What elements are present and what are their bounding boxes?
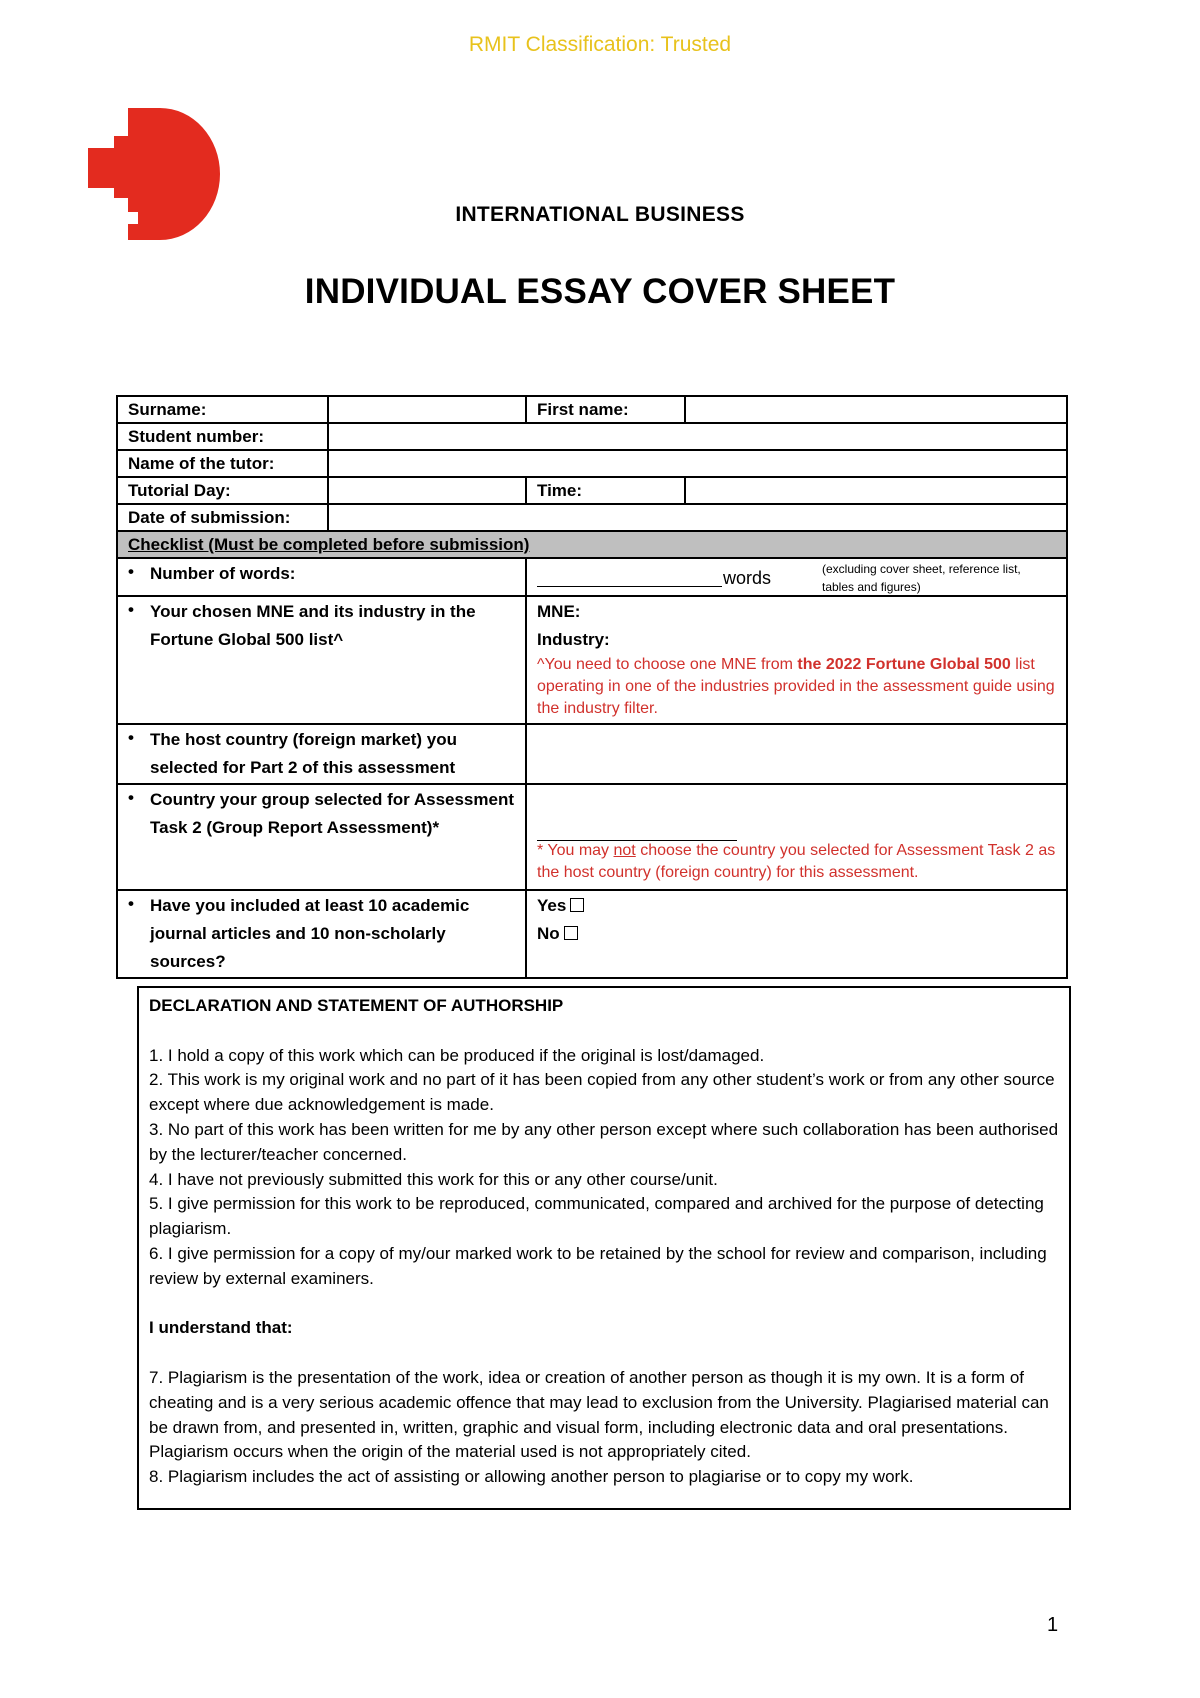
group-country-answer[interactable] [526, 784, 1067, 890]
surname-label: Surname: [117, 396, 328, 423]
course-subtitle: INTERNATIONAL BUSINESS [455, 203, 745, 226]
checklist-header: Checklist (Must be completed before submission) [117, 531, 1067, 558]
tutorial-day-label: Tutorial Day: [117, 477, 328, 504]
no-checkbox[interactable] [564, 926, 578, 940]
declaration-item: 1. I hold a copy of this work which can be produced if the original is lost/damaged. [149, 1045, 765, 1065]
mne-label: MNE: [537, 602, 581, 621]
cover-sheet-form [116, 395, 1068, 979]
page-title: INDIVIDUAL ESSAY COVER SHEET [304, 272, 896, 311]
mne-answer[interactable] [526, 596, 1067, 724]
tutor-label: Name of the tutor: [117, 450, 328, 477]
words-answer[interactable] [526, 558, 1067, 596]
bullet-icon: • [128, 728, 134, 747]
declaration-item: 2. This work is my original work and no part of it has been copied from any other student’s work or from any other source except where due acknowledgement is made. [149, 1070, 1055, 1115]
sources-question: • Have you included at least 10 academic journal articles and 10 non-scholarly sources? [117, 890, 526, 978]
mne-note: ^You need to choose one MNE from the 2022 Fortune Global 500 list operating in one of the industries provided in the assessment guide using the industry filter. [537, 656, 1055, 717]
bullet-icon: • [128, 600, 134, 619]
words-note: (excluding cover sheet, reference list, tables and figures) [822, 562, 1021, 594]
sources-answer [526, 890, 1067, 978]
tutor-field[interactable] [328, 450, 1067, 477]
industry-label: Industry: [537, 630, 610, 649]
student-number-label: Student number: [117, 423, 328, 450]
yes-checkbox[interactable] [570, 898, 584, 912]
declaration-item: 3. No part of this work has been written for me by any other person except where such collaboration has been authorised by the lecturer/teacher concerned. [149, 1119, 1059, 1164]
understand-heading: I understand that: [149, 1318, 293, 1338]
words-input-line[interactable] [537, 560, 722, 587]
host-country-field[interactable] [526, 724, 1067, 784]
student-number-field[interactable] [328, 423, 1067, 450]
declaration-item: 7. Plagiarism is the presentation of the work, idea or creation of another person as though it is my own. It is a form of cheating and is a very serious academic offence that may lead to exclusion from the University. Plagiarised material can be drawn from, and presented in, written, graphic and visual form, including electronic data and oral presentations. Plagiarism occurs when the origin of the material used is not appropriately cited. [149, 1367, 1049, 1462]
declaration-item: 5. I give permission for this work to be reproduced, communicated, compared and archived for the purpose of detecting plagiarism. [149, 1194, 1044, 1239]
no-option[interactable]: No [537, 920, 1056, 948]
time-label: Time: [526, 477, 685, 504]
declaration-box [137, 986, 1071, 1510]
declaration-item: 8. Plagiarism includes the act of assisting or allowing another person to plagiarise or to copy my work. [149, 1467, 914, 1487]
mne-question: • Your chosen MNE and its industry in the Fortune Global 500 list^ [117, 596, 526, 724]
time-field[interactable] [685, 477, 1067, 504]
group-country-note: * You may not choose the country you selected for Assessment Task 2 as the host country (foreign country) for this assessment. [537, 842, 1056, 881]
words-unit: words [723, 568, 772, 588]
group-country-input-line[interactable] [537, 786, 737, 841]
yes-option[interactable]: Yes [537, 892, 1056, 920]
bullet-icon: • [128, 894, 134, 913]
firstname-label: First name: [526, 396, 685, 423]
classification-label: RMIT Classification: Trusted [468, 33, 732, 56]
declaration-item: 6. I give permission for a copy of my/our marked work to be retained by the school for review and comparison, including review by external examiners. [149, 1243, 1047, 1288]
declaration-heading: DECLARATION AND STATEMENT OF AUTHORSHIP [149, 996, 564, 1015]
submission-date-field[interactable] [328, 504, 1067, 531]
words-question: • Number of words: [117, 558, 526, 596]
page-number: 1 [1047, 1614, 1059, 1636]
submission-date-label: Date of submission: [117, 504, 328, 531]
host-country-question: • The host country (foreign market) you selected for Part 2 of this assessment [117, 724, 526, 784]
bullet-icon: • [128, 788, 134, 807]
group-country-question: • Country your group selected for Assessment Task 2 (Group Report Assessment)* [117, 784, 526, 890]
bullet-icon: • [128, 562, 134, 581]
surname-field[interactable] [328, 396, 526, 423]
declaration-item: 4. I have not previously submitted this work for this or any other course/unit. [149, 1169, 718, 1189]
firstname-field[interactable] [685, 396, 1067, 423]
tutorial-day-field[interactable] [328, 477, 526, 504]
